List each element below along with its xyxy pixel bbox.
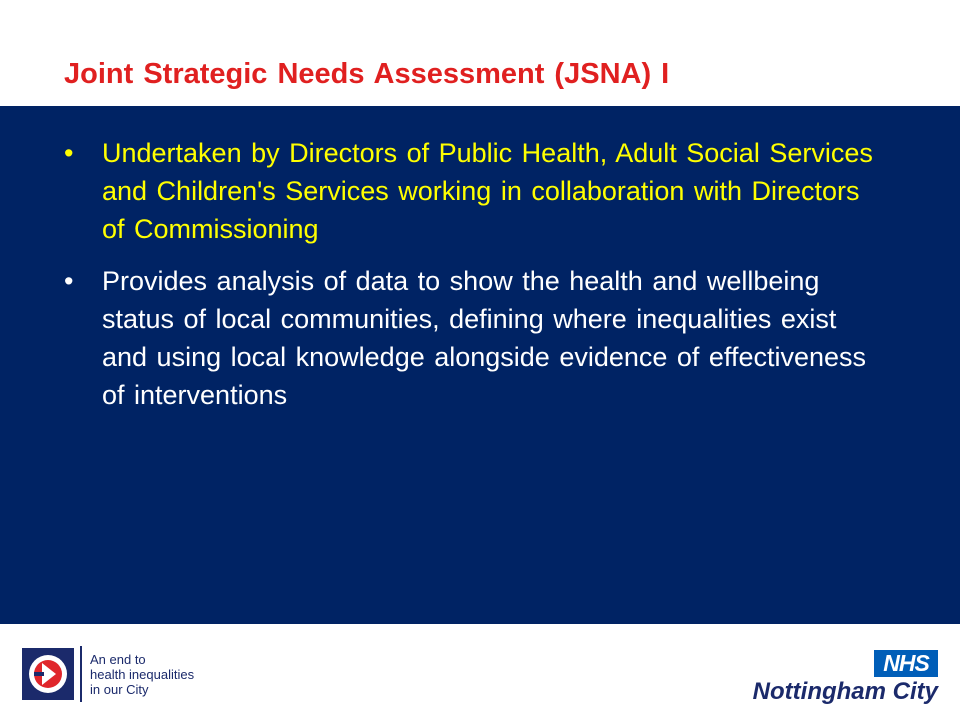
logo-divider xyxy=(80,646,82,702)
title-bar xyxy=(0,0,960,106)
nhs-logo-text: NHS xyxy=(883,650,929,676)
bullet-text: Undertaken by Directors of Public Health, Adult Social Services and Children's Services working in collaboration with Directors of Commissioning xyxy=(102,138,873,244)
bullet-marker: • xyxy=(64,138,74,168)
tagline-line: health inequalities xyxy=(90,667,195,682)
bullet-marker: • xyxy=(64,266,74,296)
council-logo-icon xyxy=(22,648,74,700)
tagline-line: in our City xyxy=(90,682,149,697)
slide-title: Joint Strategic Needs Assessment (JSNA) I xyxy=(64,58,670,90)
bullet-text: Provides analysis of data to show the health and wellbeing status of local communities, defining where inequalities exist and using local knowledge alongside evidence of effectiveness of interventions xyxy=(102,266,867,410)
footer xyxy=(0,624,960,720)
bullet-list xyxy=(64,134,884,428)
nhs-logo xyxy=(874,650,938,677)
tagline-line: An end to xyxy=(90,652,146,667)
tagline xyxy=(90,652,230,697)
content-panel xyxy=(0,106,960,624)
bullet-item-undertaken-by xyxy=(64,134,884,248)
org-name: Nottingham City xyxy=(752,678,938,705)
bullet-item-provides-analysis xyxy=(64,262,884,414)
